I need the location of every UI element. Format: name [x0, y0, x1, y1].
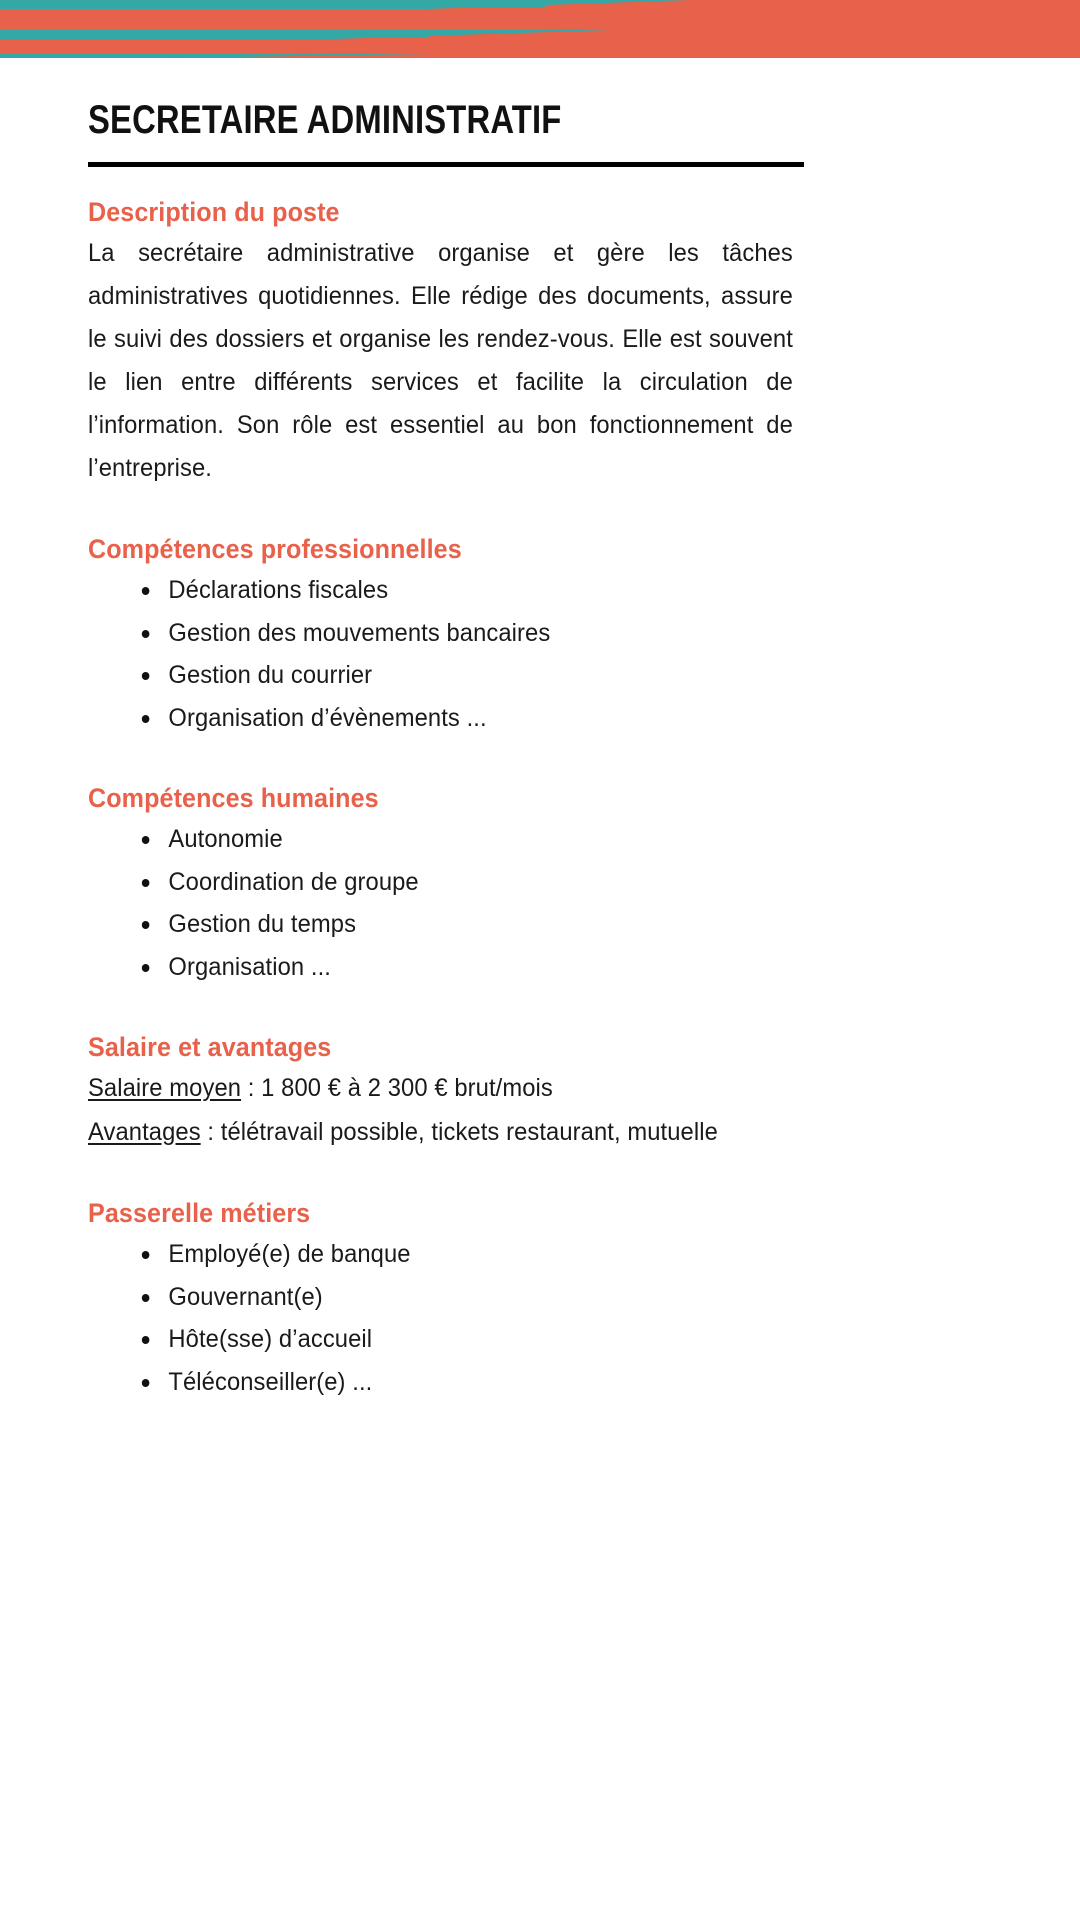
section-heading-description: Description du poste	[88, 197, 340, 227]
benefits-value: télétravail possible, tickets restaurant, mutuelle	[220, 1117, 718, 1146]
list-item: Gestion des mouvements bancaires	[138, 612, 949, 655]
list-item: Employé(e) de banque	[138, 1233, 949, 1276]
spacer	[88, 1154, 992, 1198]
list-item: Gestion du courrier	[138, 654, 949, 697]
list-item: Gouvernant(e)	[138, 1276, 949, 1319]
salary-average-value: 1 800 € à 2 300 € brut/mois	[261, 1074, 553, 1102]
banner-stripe-top-solid	[0, 1, 545, 8]
benefits-separator: :	[200, 1117, 221, 1146]
description-paragraph: La secrétaire administrative organise et gère les tâches administratives quotidiennes. Elle rédige des documents, assure le suivi des dossiers et organise les rendez-vous. Elle est souvent le lien entre différents services et facilite la circulation de l’information. Son rôle est essentiel au bon fonctionnement de l’entreprise.	[88, 239, 793, 482]
benefits-line	[88, 1111, 947, 1155]
document-content	[0, 197, 1080, 1403]
salary-average-separator: :	[241, 1074, 262, 1102]
banner-stripe-bottom	[0, 54, 430, 58]
document-sheet	[0, 100, 1080, 1403]
list-item: Coordination de groupe	[138, 861, 949, 904]
career-bridge-list	[88, 1233, 992, 1403]
list-item: Déclarations fiscales	[138, 569, 949, 612]
section-heading-salary: Salaire et avantages	[88, 1032, 332, 1062]
list-item: Gestion du temps	[138, 903, 949, 946]
spacer	[88, 988, 992, 1032]
list-item: Hôte(sse) d’accueil	[138, 1318, 949, 1361]
spacer	[88, 739, 992, 783]
list-item: Téléconseiller(e) ...	[138, 1361, 949, 1404]
title-underline-rule	[88, 162, 804, 167]
section-heading-human-skills: Compétences humaines	[88, 783, 379, 813]
title-rule-wrapper	[88, 162, 804, 167]
benefits-label: Avantages	[88, 1117, 201, 1146]
list-item: Organisation ...	[138, 946, 949, 989]
title-block	[0, 100, 1080, 167]
list-item: Organisation d’évènements ...	[138, 697, 949, 740]
section-heading-career-bridge: Passerelle métiers	[88, 1198, 311, 1228]
salary-average-label: Salaire moyen	[88, 1074, 242, 1102]
section-heading-professional-skills: Compétences professionnelles	[88, 534, 462, 564]
list-item: Autonomie	[138, 818, 949, 861]
spacer	[88, 490, 992, 534]
professional-skills-list	[88, 569, 992, 739]
salary-average-line	[88, 1067, 947, 1111]
banner-stripe-middle-solid	[0, 31, 430, 38]
header-banner	[0, 0, 1080, 58]
human-skills-list	[88, 818, 992, 988]
page-title: SECRETAIRE ADMINISTRATIF	[88, 98, 562, 142]
